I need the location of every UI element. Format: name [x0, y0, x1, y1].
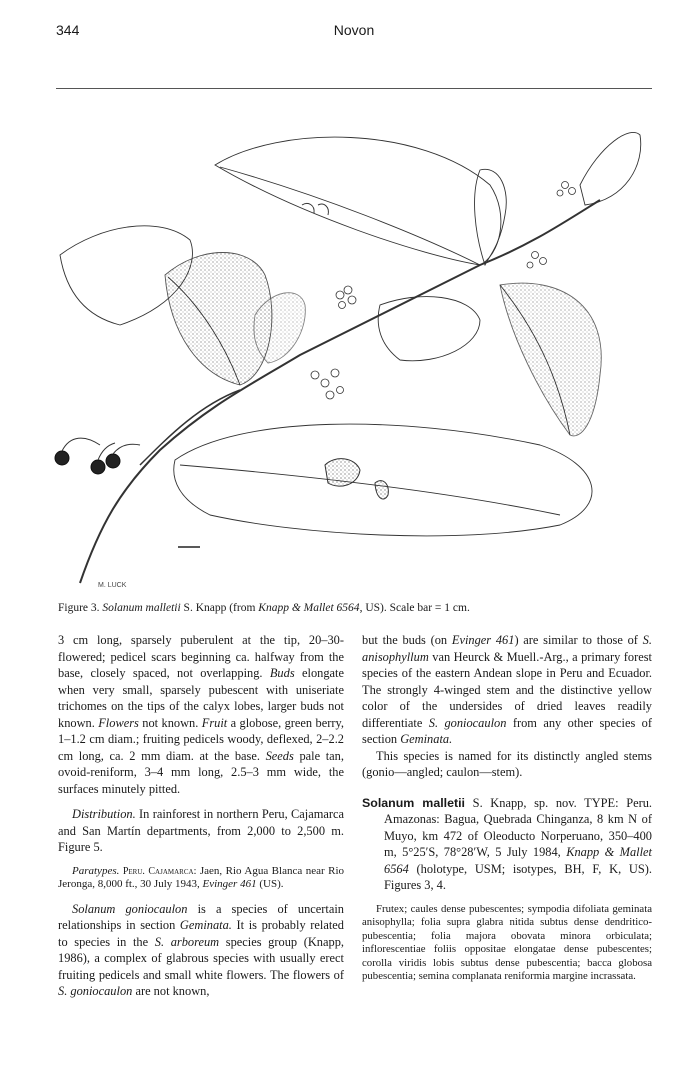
- leaf-bottom: [174, 424, 592, 536]
- discussion-continued: but the buds (on Evinger 461) are similar to those of S. anisophyllum van Heurck & Muell.-Arg., a primary forest species of the eastern Andean slope in Peru and Ecuador. The strongly 4-winged stem and the distinctive yellow color of the undersides of dried leaves readily differentiate S. goniocaulon from any other species of section Geminata.: [362, 633, 652, 746]
- etymology-paragraph: This species is named for its distinctly angled stems (gonio—angled; caulon—stem).: [362, 748, 652, 779]
- leaf-top-right: [580, 132, 641, 205]
- right-column: [362, 632, 652, 984]
- artist-signature: M. LUCK: [98, 582, 127, 589]
- figure-caption: Figure 3. Solanum malletii S. Knapp (from Knapp & Mallet 6564, US). Scale bar = 1 cm.: [58, 602, 470, 614]
- journal-title: Novon: [333, 22, 375, 38]
- page-header: [56, 20, 652, 48]
- leaf-upper-mid: [475, 169, 507, 265]
- header-rule: [56, 88, 652, 89]
- distribution-paragraph: Distribution. In rainforest in northern Peru, Cajamarca and San Martín departments, from 2,000 to 2,500 m. Figure 5.: [58, 807, 344, 854]
- main-stem: [80, 200, 600, 583]
- left-column: [58, 632, 344, 1000]
- description-paragraph: 3 cm long, sparsely puberulent at the tip, 20–30-flowered; pedicel scars beginning ca. halfway from the base, closely spaced, not overlapping. Buds elongate when very small, sparsely pubescent with uniseriate trichomes on the tips of the calyx lobes, larger buds not known. Flowers not known. Fruit a globose, green berry, 1–1.2 cm diam.; fruiting pedicels woody, deflexed, 2–2.2 cm long, ca. 2 mm diam. at the base. Seeds pale tan, ovoid-reniform, 3–4 mm long, 2.5–3 mm wide, the surfaces minutely pitted.: [58, 633, 344, 796]
- upper-leaf: [215, 137, 501, 265]
- seed-details: [302, 203, 388, 499]
- paratypes-paragraph: Paratypes. Peru. Cajamarca: Jaen, Rio Agua Blanca near Rio Jeronga, 8,000 ft., 30 July 1943, Evinger 461 (US).: [58, 864, 345, 890]
- plant-drawing: [40, 105, 660, 600]
- fruit-berries: [55, 438, 140, 474]
- latin-diagnosis: Frutex; caules dense pubescentes; sympodia difoliata geminata anisophylla; folia supra glabra nitida subtus dense dendritico-pubescentia; folia majora obovata minora orbiculata; inflorescentiae foliis oppositae elongatae dense pubescentes; corolla viridis lobis subtus dense pubescentia; bacca globosa pubescentia; semina complanata reniformia margine incrassata.: [362, 902, 652, 983]
- leaf-mid-right: [378, 297, 480, 361]
- discussion-paragraph: Solanum goniocaulon is a species of uncertain relationships in section Geminata. It is probably related to species in the S. arboreum species group (Knapp, 1986), a complex of glabrous species with usually erect fruiting pedicels and small white flowers. The flowers of S. goniocaulon are not known,: [58, 901, 344, 998]
- botanical-illustration: [40, 105, 660, 600]
- page-number: 344: [56, 22, 80, 38]
- species-heading: Solanum malletii S. Knapp, sp. nov. TYPE: Peru. Amazonas: Bagua, Quebrada Chinganza, 8 km N of Muyo, km 472 of Oleoducto Norperuano, 350–400 m, 5°25′S, 78°28′W, 5 July 1984, Knapp & Mallet 6564 (holotype, USM; isotypes, BH, F, K, US). Figures 3, 4.: [362, 795, 653, 892]
